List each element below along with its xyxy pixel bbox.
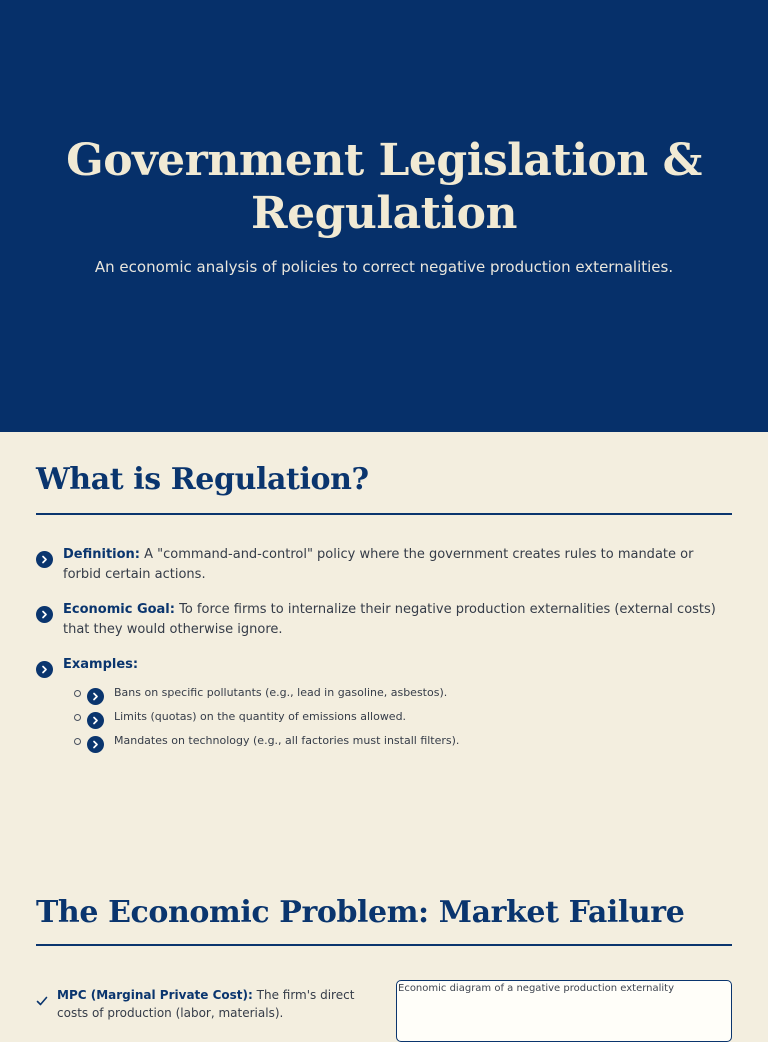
circle-icon bbox=[74, 714, 81, 721]
bullet-economic-goal bbox=[36, 600, 716, 640]
section-title-regulation: What is Regulation? bbox=[36, 462, 369, 497]
list-item bbox=[72, 684, 672, 706]
section-divider bbox=[36, 513, 732, 515]
mpc-text: The firm's direct costs of production (labor, materials). bbox=[57, 988, 355, 1020]
chevron-right-icon bbox=[87, 688, 104, 705]
section-divider bbox=[36, 944, 732, 946]
page-title: Government Legislation & Regulation bbox=[66, 135, 702, 239]
list-item bbox=[72, 732, 672, 754]
check-icon bbox=[36, 992, 48, 1011]
definition-text: A "command-and-control" policy where the government creates rules to mandate or forbid certain actions. bbox=[63, 547, 694, 582]
goal-label: Economic Goal: bbox=[63, 602, 175, 617]
example-text: Bans on specific pollutants (e.g., lead in gasoline, asbestos). bbox=[114, 686, 448, 699]
examples-label: Examples: bbox=[63, 657, 139, 672]
example-text: Mandates on technology (e.g., all factories must install filters). bbox=[114, 734, 460, 747]
circle-icon bbox=[74, 690, 81, 697]
chevron-right-icon bbox=[36, 606, 53, 623]
diagram-alt-text: Economic diagram of a negative production externality bbox=[398, 983, 675, 994]
page-subtitle: An economic analysis of policies to correct negative production externalities. bbox=[94, 258, 674, 276]
chevron-right-icon bbox=[87, 736, 104, 753]
mpc-item bbox=[57, 986, 377, 1022]
chevron-right-icon bbox=[87, 712, 104, 729]
goal-text: To force firms to internalize their negative production externalities (external costs) that they would otherwise ignore. bbox=[63, 602, 716, 637]
externality-diagram bbox=[396, 980, 732, 1042]
section-title-market-failure: The Economic Problem: Market Failure bbox=[36, 895, 685, 930]
mpc-label: MPC (Marginal Private Cost): bbox=[57, 988, 253, 1002]
chevron-right-icon bbox=[36, 551, 53, 568]
example-text: Limits (quotas) on the quantity of emissions allowed. bbox=[114, 710, 407, 723]
hero-banner bbox=[0, 0, 768, 432]
definition-label: Definition: bbox=[63, 547, 141, 562]
circle-icon bbox=[74, 738, 81, 745]
bullet-definition bbox=[36, 545, 716, 585]
chevron-right-icon bbox=[36, 661, 53, 678]
bullet-examples bbox=[36, 655, 716, 675]
list-item bbox=[72, 708, 672, 730]
